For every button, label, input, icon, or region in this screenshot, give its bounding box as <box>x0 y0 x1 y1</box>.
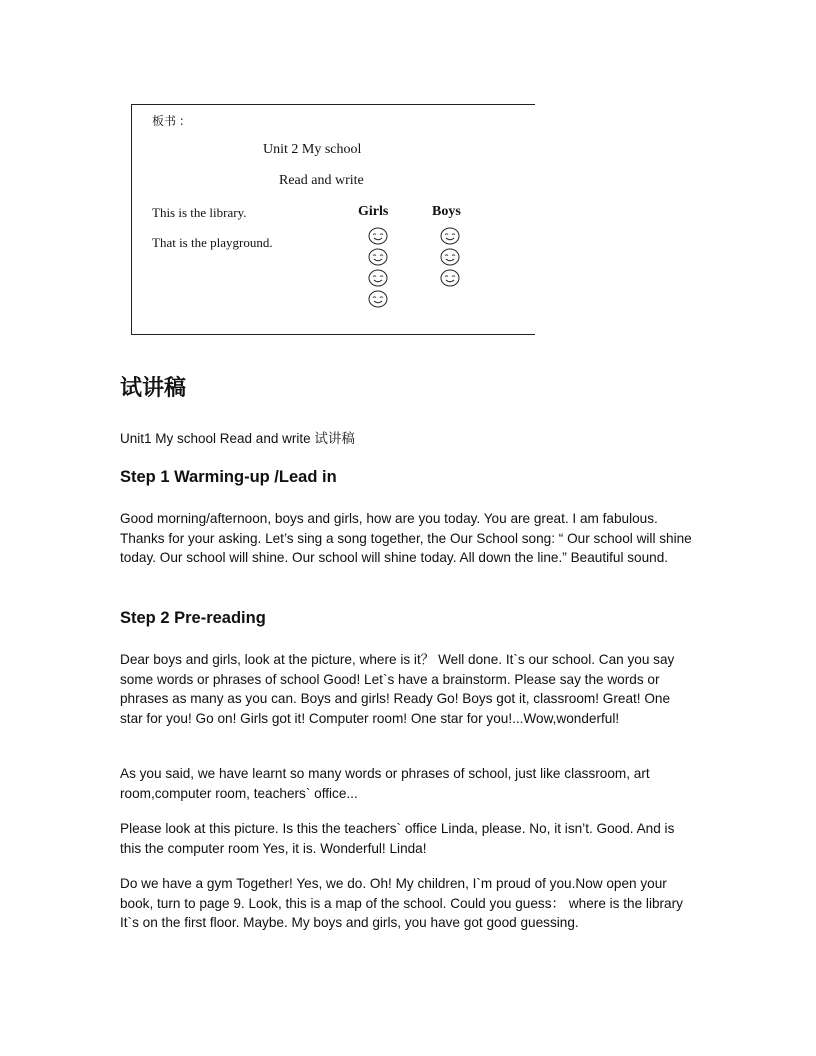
document-subtitle: Unit1 My school Read and write 试讲稿 <box>120 431 355 446</box>
step1-heading: Step 1 Warming-up /Lead in <box>120 468 337 486</box>
girls-smiley-icon-4 <box>368 290 388 308</box>
girls-smiley-icon-3 <box>368 269 388 287</box>
boys-smiley-icon-2 <box>440 248 460 266</box>
girls-smiley-icon-2 <box>368 248 388 266</box>
step2-paragraph-2: As you said, we have learnt so many words or phrases of school, just like classroom, art room,computer room, teachers` office... <box>120 766 650 801</box>
board-column-boys: Boys <box>432 204 461 219</box>
board-sentence-library: This is the library. <box>152 205 247 220</box>
step1-paragraph: Good morning/afternoon, boys and girls, how are you today. You are great. I am fabulous. Thanks for your asking. Let’s sing a song together, the Our School song: “ Our school will shine today. Our school will shine. Our school will shine today. All down the line.” Beautiful sound. <box>120 511 692 565</box>
board-subtitle: Read and write <box>279 173 364 188</box>
page-title: 试讲稿 <box>120 376 187 401</box>
step2-paragraph-4: Do we have a gym Together! Yes, we do. Oh! My children, I`m proud of you.Now open your book, turn to page 9. Look, this is a map of the school. Could you guess： where is the library It`s on the first floor. Maybe. My boys and girls, you have got good guessing. <box>120 876 683 930</box>
step2-paragraph-1: Dear boys and girls, look at the picture, where is it？ Well done. It`s our school. Can you say some words or phrases of school Good! Let`s have a brainstorm. Please say the words or phrases as many as you can. Boys and girls! Ready Go! Boys got it, classroom! Great! One star for you! Go on! Girls got it! Computer room! One star for you!...Wow,wonderful! <box>120 652 675 726</box>
board-sentence-playground: That is the playground. <box>152 235 273 250</box>
board-column-girls: Girls <box>358 204 389 219</box>
step2-paragraph-3: Please look at this picture. Is this the teachers` office Linda, please. No, it isn’t. Good. And is this the computer room Yes, it is. Wonderful! Linda! <box>120 821 675 856</box>
step2-heading: Step 2 Pre-reading <box>120 609 266 627</box>
board-label: 板书 ： <box>152 114 192 128</box>
boys-smiley-icon-1 <box>440 227 460 245</box>
blackboard-design-box <box>131 104 535 335</box>
board-title: Unit 2 My school <box>263 142 362 157</box>
girls-smiley-icon-1 <box>368 227 388 245</box>
boys-smiley-icon-3 <box>440 269 460 287</box>
